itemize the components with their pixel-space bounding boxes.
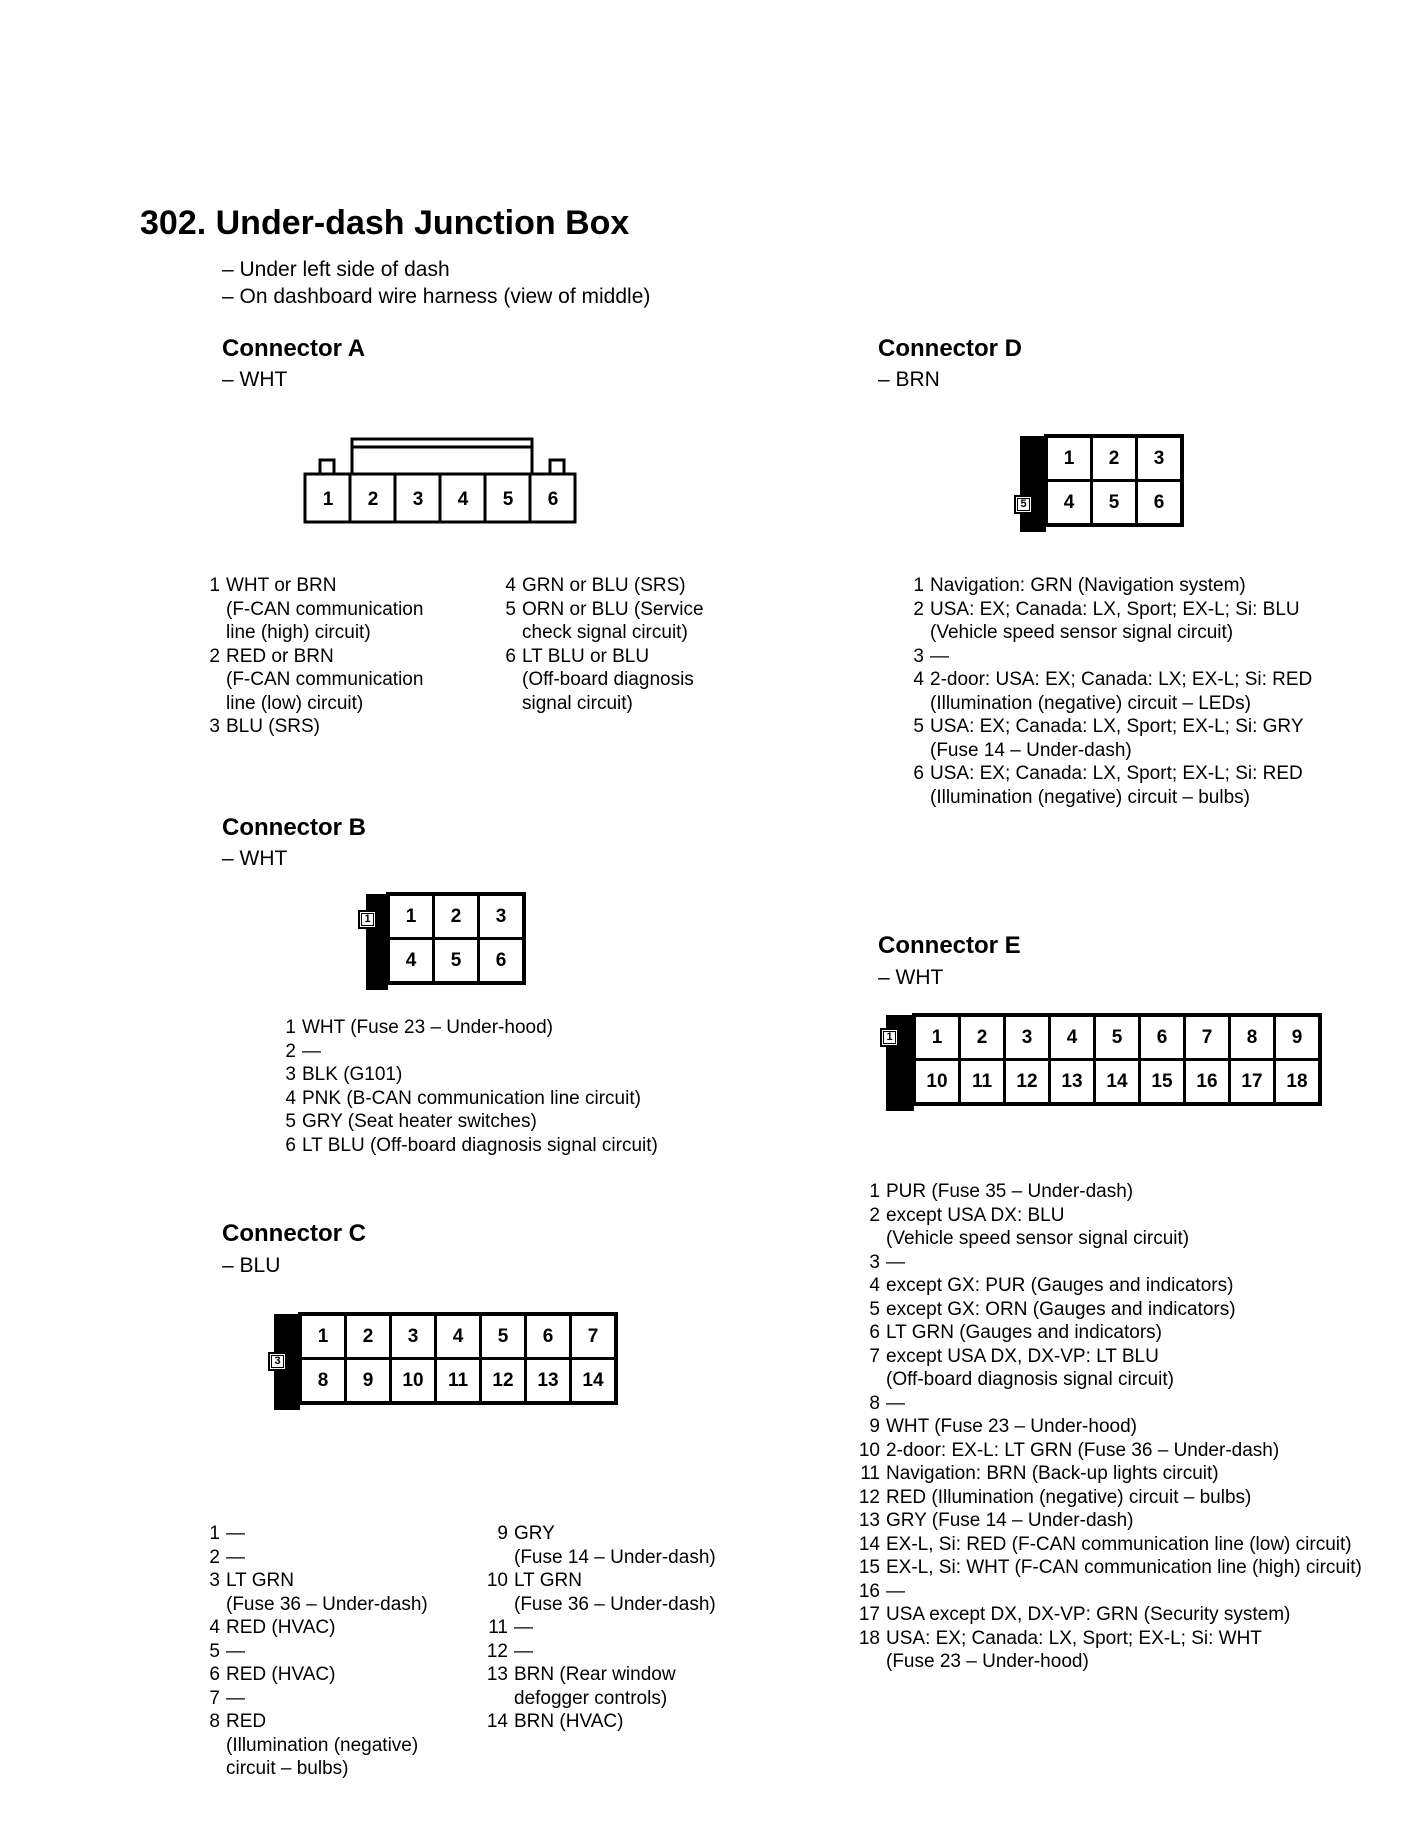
pinout-item: 1 WHT or BRN (F-CAN communication line (high) circuit) (209, 575, 424, 643)
pin-label: 1 (322, 489, 334, 510)
pinout-item: 4 RED (HVAC) (209, 1617, 336, 1638)
pin-cell: 12 (482, 1360, 524, 1401)
pin-cell: 9 (347, 1360, 389, 1401)
connector-a-pinout-left (196, 574, 486, 739)
pinout-item: 14 BRN (HVAC) (486, 1711, 624, 1732)
connector-b-pinout (272, 1016, 712, 1157)
pinout-item: 1 — (209, 1523, 245, 1544)
pinout-item: 17 USA except DX, DX-VP: GRN (Security system) (858, 1604, 1291, 1625)
connector-d-key-tab (1020, 436, 1046, 532)
pin-cell: 14 (1096, 1061, 1138, 1102)
pin-label: 5 (502, 489, 514, 510)
pin-cell: 5 (482, 1316, 524, 1357)
pin-cell: 4 (437, 1316, 479, 1357)
pin-cell: 13 (527, 1360, 569, 1401)
pin-cell: 17 (1231, 1061, 1273, 1102)
pin-cell: 13 (1051, 1061, 1093, 1102)
pinout-item: 10 2-door: EX-L: LT GRN (Fuse 36 – Under-dash) (858, 1439, 1280, 1461)
pinout-item: 2 — (209, 1546, 245, 1568)
connector-a-color: – WHT (222, 368, 288, 391)
pinout-item: 11 — (488, 1617, 533, 1638)
pin-cell: 11 (961, 1061, 1003, 1102)
pinout-item: 5 USA: EX; Canada: LX, Sport; EX-L; Si: GRY (Fuse 14 – Under-dash) (913, 716, 1304, 761)
pin-cell: 3 (392, 1316, 434, 1357)
pin-cell: 16 (1186, 1061, 1228, 1102)
location-note-1: – Under left side of dash (222, 258, 450, 281)
pin-cell: 11 (437, 1360, 479, 1401)
pin-cell: 15 (1141, 1061, 1183, 1102)
pinout-item: 9 GRY (Fuse 14 – Under-dash) (497, 1523, 716, 1568)
connector-b-diagram (386, 892, 526, 985)
pinout-item: 4 2-door: USA: EX; Canada: LX; EX-L; Si: RED (Illumination (negative) circuit – LEDs) (913, 669, 1313, 714)
pinout-item: 3 BLU (SRS) (209, 716, 320, 737)
pinout-item: 1 Navigation: GRN (Navigation system) (913, 575, 1246, 596)
pin-cell: 12 (1006, 1061, 1048, 1102)
connector-d-color: – BRN (878, 368, 940, 391)
pin-cell: 4 (1048, 482, 1090, 523)
connector-a-pinout-right (492, 574, 782, 715)
pinout-item: 12 RED (Illumination (negative) circuit – bulbs) (858, 1486, 1252, 1508)
pin-cell: 6 (1138, 482, 1180, 523)
pin-label: 4 (457, 489, 469, 510)
pinout-item: 12 — (486, 1640, 533, 1662)
pinout-item: 10 LT GRN (Fuse 36 – Under-dash) (486, 1570, 716, 1615)
connector-c-pinout-left (196, 1522, 466, 1781)
pinout-item: 6 LT BLU (Off-board diagnosis signal circuit) (285, 1134, 658, 1156)
pin-cell: 10 (916, 1061, 958, 1102)
pin-cell: 7 (572, 1316, 614, 1357)
location-note-2: – On dashboard wire harness (view of middle) (222, 285, 651, 308)
pinout-item: 3 LT GRN (Fuse 36 – Under-dash) (209, 1570, 428, 1615)
pin-cell: 7 (1186, 1017, 1228, 1058)
connector-d-diagram (1044, 434, 1184, 527)
pinout-item: 5 except GX: ORN (Gauges and indicators) (869, 1298, 1236, 1320)
pin-label: 6 (547, 489, 559, 510)
connector-c-key: 3 (268, 1352, 287, 1371)
pin-cell: 2 (1093, 438, 1135, 479)
pinout-item: 3 — (913, 645, 949, 667)
pinout-item: 11 Navigation: BRN (Back-up lights circuit) (860, 1463, 1219, 1484)
pinout-item: 6 LT GRN (Gauges and indicators) (869, 1322, 1162, 1343)
pin-cell: 8 (1231, 1017, 1273, 1058)
pinout-item: 15 EX-L, Si: WHT (F-CAN communication line (high) circuit) (858, 1557, 1362, 1578)
pinout-item: 5 — (209, 1640, 245, 1662)
pinout-item: 8 — (869, 1392, 905, 1414)
connector-e-color: – WHT (878, 966, 944, 989)
connector-c-pinout-right (484, 1522, 764, 1734)
connector-d-key: 5 (1014, 495, 1033, 514)
pin-cell: 4 (1051, 1017, 1093, 1058)
pinout-item: 2 — (285, 1040, 321, 1062)
pinout-item: 7 except USA DX, DX-VP: LT BLU (Off-board diagnosis signal circuit) (869, 1345, 1174, 1390)
pin-cell: 1 (302, 1316, 344, 1357)
pinout-item: 9 WHT (Fuse 23 – Under-hood) (869, 1416, 1137, 1437)
pinout-item: 18 USA: EX; Canada: LX, Sport; EX-L; Si: WHT (Fuse 23 – Under-hood) (858, 1627, 1262, 1672)
connector-d-pinout (900, 574, 1380, 809)
connector-e-diagram (912, 1013, 1322, 1106)
pin-cell: 2 (435, 896, 477, 937)
connector-c-diagram (298, 1312, 618, 1405)
pin-cell: 18 (1276, 1061, 1318, 1102)
pinout-item: 7 — (209, 1687, 245, 1709)
connector-b-key: 1 (358, 910, 377, 929)
pin-cell: 1 (1048, 438, 1090, 479)
pinout-item: 13 BRN (Rear window defogger controls) (486, 1664, 676, 1709)
pin-cell: 6 (480, 940, 522, 981)
connector-d-title: Connector D (878, 335, 1022, 362)
pinout-item: 4 except GX: PUR (Gauges and indicators) (869, 1275, 1234, 1296)
pin-cell: 2 (961, 1017, 1003, 1058)
pin-cell: 3 (1138, 438, 1180, 479)
pinout-item: 6 USA: EX; Canada: LX, Sport; EX-L; Si: RED (Illumination (negative) circuit – bulbs) (913, 763, 1303, 808)
pinout-item: 8 RED (Illumination (negative) circuit – bulbs) (209, 1711, 419, 1779)
connector-b-color: – WHT (222, 847, 288, 870)
pinout-item: 5 ORN or BLU (Service check signal circuit) (505, 598, 704, 643)
page-title: 302. Under-dash Junction Box (140, 204, 630, 242)
pinout-item: 6 LT BLU or BLU (Off-board diagnosis signal circuit) (505, 645, 694, 714)
connector-e-title: Connector E (878, 932, 1021, 959)
pin-cell: 9 (1276, 1017, 1318, 1058)
connector-a-diagram (300, 436, 580, 528)
pin-cell: 10 (392, 1360, 434, 1401)
connector-e-pinout (856, 1180, 1396, 1674)
pin-label: 2 (367, 489, 379, 510)
connector-a-title: Connector A (222, 335, 366, 362)
connector-c-title: Connector C (222, 1220, 366, 1247)
pin-cell: 14 (572, 1360, 614, 1401)
pinout-item: 2 except USA DX: BLU (Vehicle speed sensor signal circuit) (869, 1204, 1190, 1249)
pinout-item: 5 GRY (Seat heater switches) (285, 1111, 537, 1132)
pinout-item: 4 PNK (B-CAN communication line circuit) (285, 1087, 641, 1109)
pin-cell: 4 (390, 940, 432, 981)
pin-cell: 1 (390, 896, 432, 937)
connector-e-key: 1 (880, 1028, 899, 1047)
connector-b-title: Connector B (222, 814, 366, 841)
pinout-item: 2 RED or BRN (F-CAN communication line (low) circuit) (209, 645, 424, 714)
pinout-item: 4 GRN or BLU (SRS) (505, 575, 686, 596)
pin-cell: 5 (1096, 1017, 1138, 1058)
pin-cell: 3 (480, 896, 522, 937)
pin-cell: 8 (302, 1360, 344, 1401)
connector-c-color: – BLU (222, 1254, 281, 1277)
pinout-item: 16 — (858, 1580, 905, 1602)
connector-b-key-tab (366, 894, 388, 990)
pinout-item: 1 PUR (Fuse 35 – Under-dash) (869, 1181, 1134, 1202)
pin-cell: 1 (916, 1017, 958, 1058)
pinout-item: 3 — (869, 1251, 905, 1273)
pinout-item: 1 WHT (Fuse 23 – Under-hood) (285, 1017, 553, 1038)
pinout-item: 2 USA: EX; Canada: LX, Sport; EX-L; Si: BLU (Vehicle speed sensor signal circuit) (913, 598, 1300, 643)
pin-cell: 2 (347, 1316, 389, 1357)
pin-cell: 6 (527, 1316, 569, 1357)
pinout-item: 14 EX-L, Si: RED (F-CAN communication line (low) circuit) (858, 1533, 1352, 1555)
pin-cell: 6 (1141, 1017, 1183, 1058)
pin-cell: 3 (1006, 1017, 1048, 1058)
pinout-item: 3 BLK (G101) (285, 1064, 403, 1085)
pin-label: 3 (412, 489, 424, 510)
pinout-item: 6 RED (HVAC) (209, 1664, 336, 1685)
pinout-item: 13 GRY (Fuse 14 – Under-dash) (858, 1510, 1134, 1531)
pin-cell: 5 (1093, 482, 1135, 523)
pin-cell: 5 (435, 940, 477, 981)
